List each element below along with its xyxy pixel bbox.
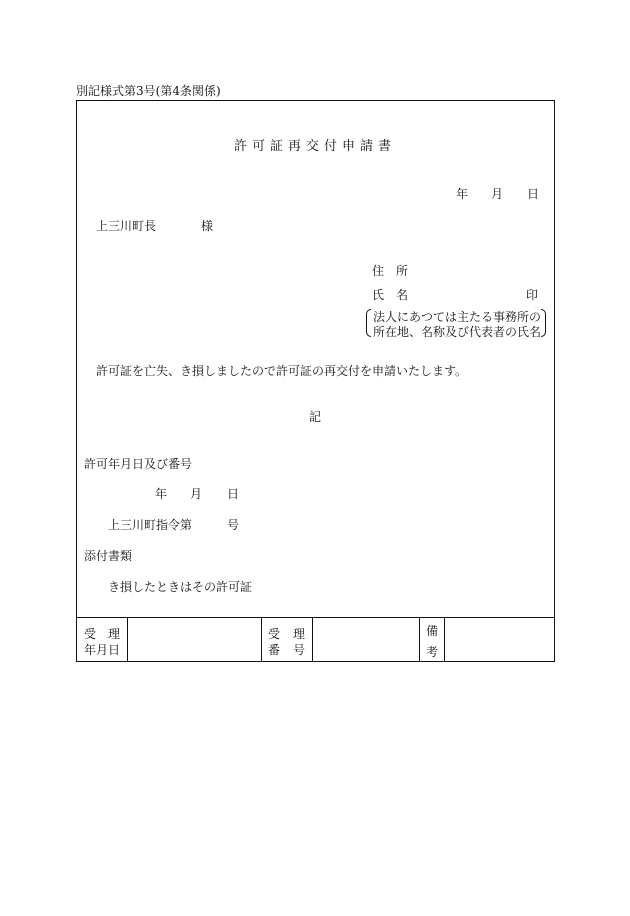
application-date-year: 年 [456,187,469,201]
table-divider-2 [261,617,262,662]
name-label-char-2: 名 [396,288,409,302]
receipt-number-label-1a: 受 [268,627,281,641]
attachments-label: 添付書類 [84,549,133,563]
address-label-char-1: 住 [372,264,385,278]
receipt-date-label-2: 年月日 [84,643,121,657]
corporate-note-line-1: 法人にあつては主たる事務所の [373,310,542,324]
table-divider-5 [444,617,445,662]
receipt-date-label-1b: 理 [108,627,121,641]
receipt-number-label-2a: 番 [268,643,281,657]
application-date-day: 日 [527,187,540,201]
table-divider-1 [127,617,128,662]
permit-date-label: 許可年月日及び番号 [84,457,193,471]
receipt-number-label-2b: 号 [293,643,306,657]
receipt-date-label-1a: 受 [84,627,97,641]
permit-order-prefix: 上三川町指令第 [108,518,193,532]
addressee-name: 上三川町長 [96,219,157,233]
application-statement: 許可証を亡失、き損しましたので許可証の再交付を申請いたします。 [96,364,468,378]
ki-heading: 記 [308,410,321,424]
corporate-note-line-2: 所在地、名称及び代表者の氏名 [373,325,542,339]
application-date-month: 月 [491,187,504,201]
permit-date-month: 月 [190,487,203,501]
permit-date-day: 日 [227,487,240,501]
form-label: 別記様式第3号(第4条関係) [76,84,221,98]
right-bracket [541,309,546,337]
office-use-table-top-rule [76,617,555,618]
permit-order-suffix: 号 [227,518,240,532]
addressee-honorific: 様 [201,219,214,233]
left-bracket [366,309,371,337]
table-divider-3 [312,617,313,662]
form-frame [76,100,555,662]
table-divider-4 [419,617,420,662]
receipt-number-label-1b: 理 [293,627,306,641]
remarks-label-2: 考 [426,645,439,659]
address-label-char-2: 所 [396,264,409,278]
attachments-text: き損したときはその許可証 [108,580,253,594]
remarks-label-1: 備 [426,624,439,638]
seal-mark: 印 [526,288,539,302]
document-title: 許可証再交付申請書 [233,139,396,154]
permit-date-year: 年 [155,487,168,501]
name-label-char-1: 氏 [372,288,385,302]
